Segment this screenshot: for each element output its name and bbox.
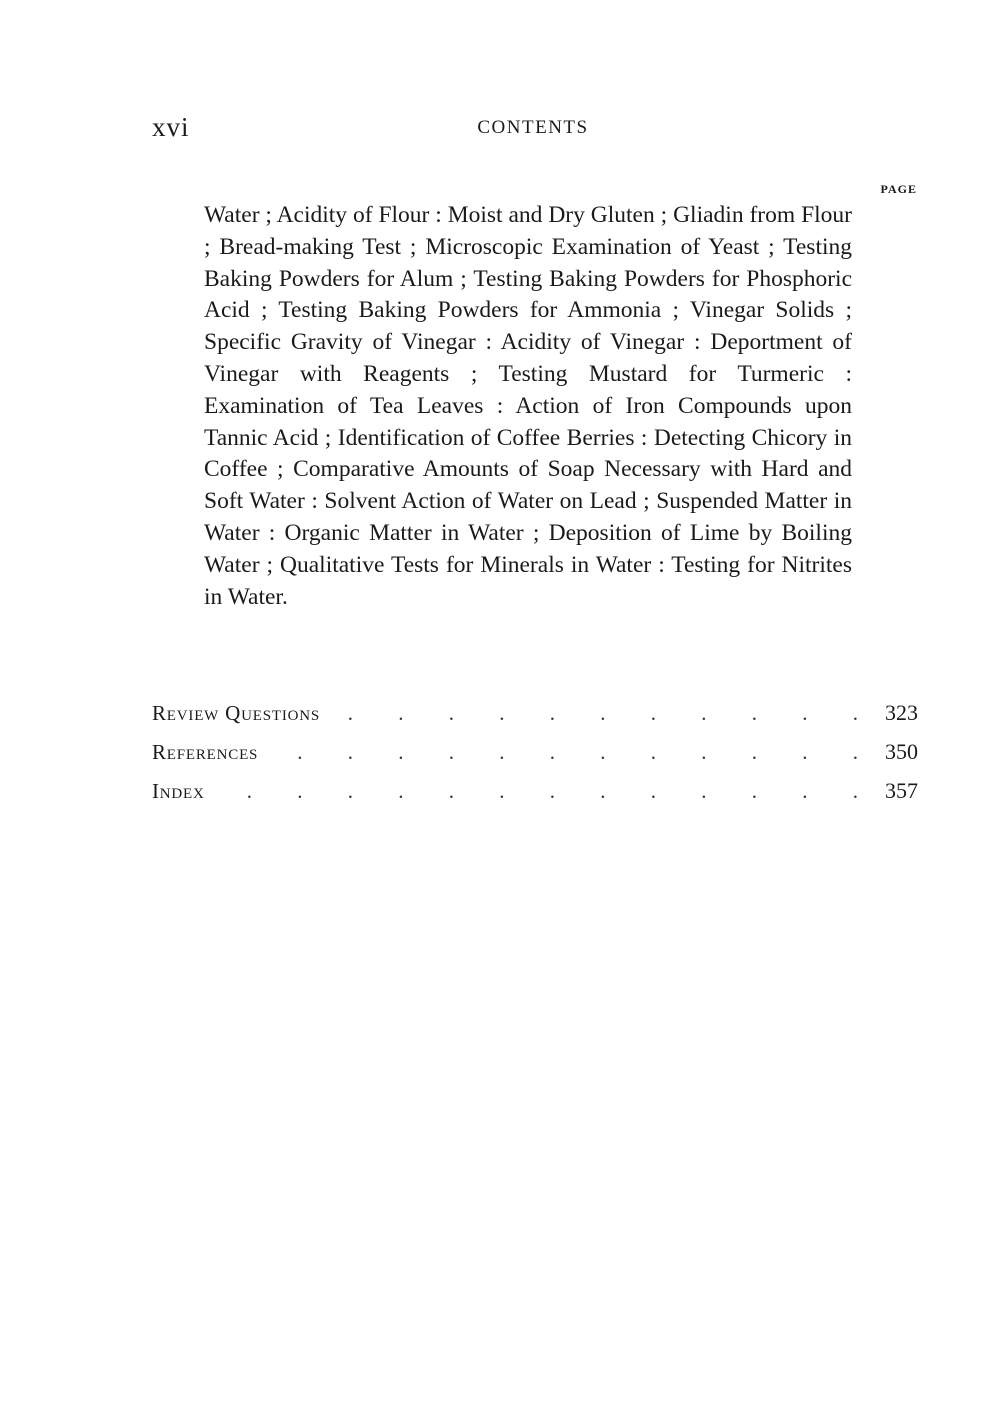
dot-leader [268,740,858,765]
toc-entry-page: 323 [885,700,918,725]
toc-entry-index[interactable] [152,778,918,817]
page-number: xvi [152,112,190,142]
toc-entry-title: References [152,740,259,764]
toc-entry-references[interactable] [152,739,918,778]
running-title: CONTENTS [477,117,589,138]
page-column-label: PAGE [880,182,917,196]
toc-entry-title: Index [152,779,205,803]
toc-entry-page: 350 [885,739,918,764]
dot-leader [215,779,858,804]
toc-entry-title: Review Questions [152,701,321,725]
toc-entry-page: 357 [885,778,918,803]
dot-leader [330,701,858,726]
toc-entry-review-questions[interactable] [152,700,918,739]
toc-list [152,700,918,817]
continuation-paragraph: Water ; Acidity of Flour : Moist and Dry Gluten ; Gliadin from Flour ; Bread-making Test ; Microscopic Examination of Yeast ; Testing Baking Powders for Alum ; Testing Baking Powders for Phosphoric Acid ; Testing Baking Powders for Ammonia ; Vinegar Solids ; Specific Gravity of Vinegar : Acidity of Vinegar : Deportment of Vinegar with Reagents ; Testing Mustard for Turmeric : Examination of Tea Leaves : Action of Iron Compounds upon Tannic Acid ; Identification of Coffee Berries : Detecting Chicory in Coffee ; Comparative Amounts of Soap Necessary with Hard and Soft Water : Solvent Action of Water on Lead ; Suspended Matter in Water : Organic Matter in Water ; Deposition of Lime by Boiling Water ; Qualitative Tests for Minerals in Water : Testing for Nitrites in Water. [204,202,852,610]
